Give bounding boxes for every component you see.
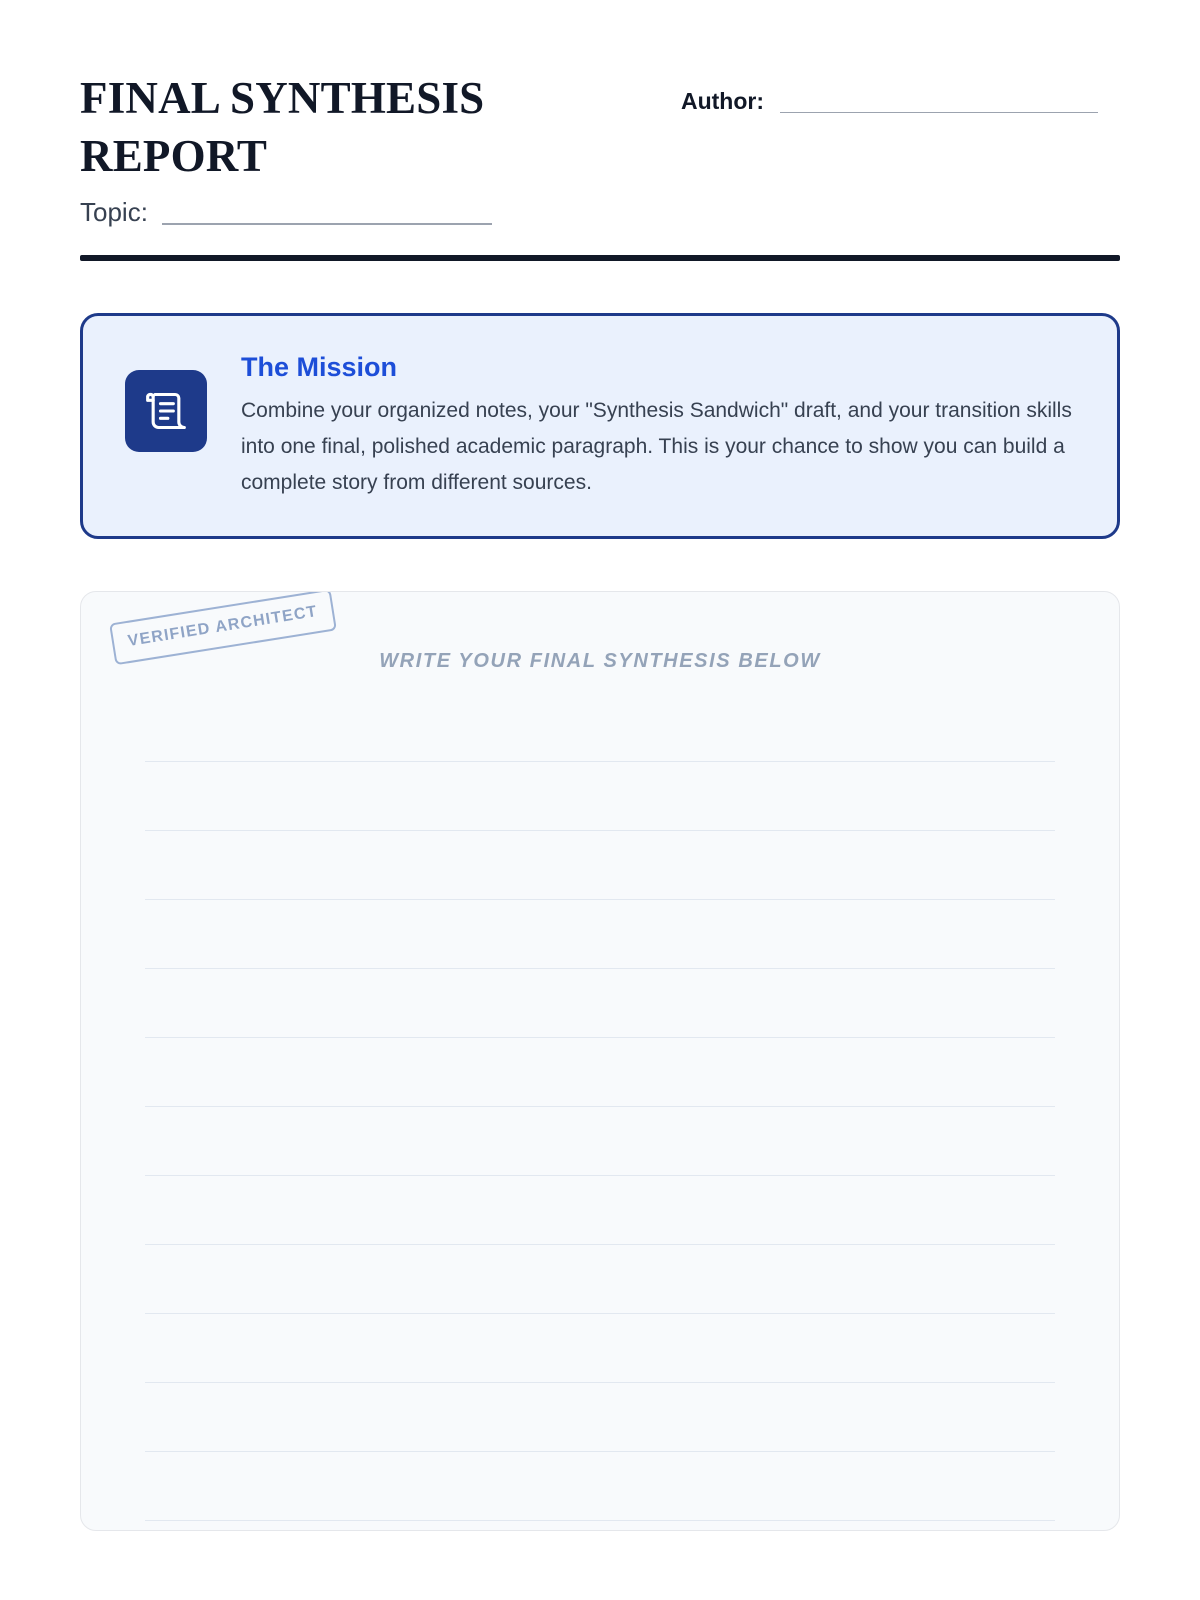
mission-card [80, 313, 1120, 538]
topic-label: Topic: [80, 197, 148, 228]
writing-line[interactable] [145, 1176, 1055, 1245]
writing-lines[interactable] [145, 693, 1055, 1531]
mission-title: The Mission [241, 352, 398, 383]
writing-line[interactable] [145, 693, 1055, 762]
writing-line[interactable] [145, 1245, 1055, 1314]
writing-line[interactable] [145, 1452, 1055, 1521]
title-block [80, 70, 640, 228]
page-header [80, 70, 1120, 228]
writing-line[interactable] [145, 762, 1055, 831]
writing-line[interactable] [145, 1107, 1055, 1176]
page-title: FINAL SYNTHESIS REPORT [80, 73, 485, 181]
author-input[interactable] [780, 96, 1098, 113]
mission-text: Combine your organized notes, your "Synthesis Sandwich" draft, and your transition skills into one final, polished academic paragraph. This is your chance to show you can build a complete story from different sources. [241, 399, 1072, 495]
author-field-row [681, 90, 1120, 113]
scroll-document-icon [125, 370, 207, 452]
verified-architect-stamp: VERIFIED ARCHITECT [109, 591, 337, 665]
writing-line[interactable] [145, 1314, 1055, 1383]
writing-line[interactable] [145, 1383, 1055, 1452]
writing-line[interactable] [145, 969, 1055, 1038]
writing-area-card[interactable] [80, 591, 1120, 1531]
writing-line[interactable] [145, 900, 1055, 969]
writing-line[interactable] [145, 1038, 1055, 1107]
mission-body [241, 352, 1077, 501]
topic-field-row [80, 197, 640, 228]
writing-line[interactable] [145, 1521, 1055, 1531]
writing-area-heading: WRITE YOUR FINAL SYNTHESIS BELOW [379, 649, 821, 672]
header-divider [80, 255, 1120, 261]
topic-input[interactable] [162, 201, 492, 225]
author-label: Author: [680, 88, 764, 114]
writing-line[interactable] [145, 831, 1055, 900]
